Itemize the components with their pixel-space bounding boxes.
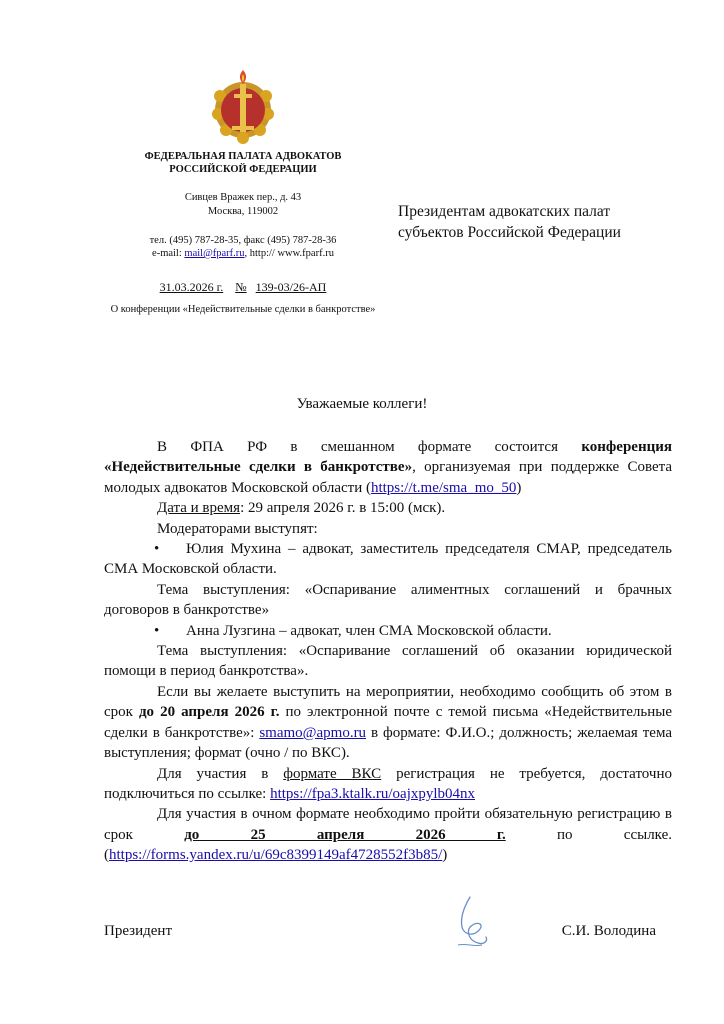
paragraph-moderators: Модераторами выступят: (157, 520, 318, 537)
datetime-value: : 29 апреля 2026 г. в 15:00 (мск). (240, 500, 446, 517)
deadline-2: до 25 апреля 2026 г. (184, 826, 506, 843)
list-item-moderator-2 (104, 621, 672, 641)
email-prefix: e-mail: (152, 248, 185, 259)
text: ) (442, 847, 448, 864)
registration-form-link[interactable]: https://forms.yandex.ru/u/69c8399149af4728552f3b85/ (109, 847, 443, 864)
email-web-line (88, 247, 398, 260)
emblem-logo (210, 66, 276, 146)
vks-format-text: формате ВКС (283, 765, 382, 782)
text: Для участия в (157, 765, 284, 782)
paragraph-speak-request (104, 682, 672, 764)
deadline-1: до 20 апреля 2026 г. (138, 704, 280, 721)
telegram-link[interactable]: https://t.me/sma_mo_50 (370, 479, 517, 496)
addressee-line1: Президентам адвокатских палат (398, 203, 611, 220)
org-name-line2: РОССИЙСКОЙ ФЕДЕРАЦИИ (169, 164, 317, 175)
registration-line (88, 280, 398, 295)
bullet-icon: • (154, 541, 160, 558)
moderator-1-text: Юлия Мухина – адвокат, заместитель председателя СМАР, председатель СМА Московской области. (104, 541, 672, 578)
moderator-2-text: Анна Лузгина – адвокат, член СМА Московской области. (186, 622, 552, 639)
text: , организуемая при поддержке Совета молодых адвокатов Московской области ( (104, 459, 673, 496)
phone-line: тел. (495) 787-28-35, факс (495) 787-28-36 (149, 235, 337, 246)
letter-body (104, 437, 672, 866)
paragraph-topic-1: Тема выступления: «Оспаривание алиментных соглашений и брачных договоров в банкротстве» (104, 581, 672, 619)
paragraph-vks (104, 764, 672, 805)
text: в формате: Ф.И.О.; должность; желаемая тема выступления; формат (очно / по ВКС). (104, 724, 672, 762)
signatory-position: Президент (104, 923, 172, 939)
text: Если вы желаете выступить на мероприятии, необходимо сообщить об этом в срок (104, 683, 672, 721)
text: В ФПА РФ в смешанном формате состоится (157, 439, 582, 455)
paragraph-in-person (104, 804, 672, 865)
web-text: , http:// www.fparf.ru (244, 248, 334, 259)
reg-number-sign: № (235, 280, 247, 294)
organization-name (88, 150, 398, 176)
org-email-link[interactable]: mail@fparf.ru (184, 248, 245, 259)
organization-address (88, 191, 398, 219)
sma-email-link[interactable]: smamo@apmo.ru (259, 724, 367, 741)
bold-text: конференция (581, 439, 672, 455)
paragraph-announcement (104, 437, 672, 498)
address-line2: Москва, 119002 (207, 206, 279, 217)
paragraph-datetime (104, 498, 672, 518)
text: регистрация не требуется, достаточно подключиться по ссылке: (104, 765, 672, 802)
text: Для участия в очном формате необходимо пройти обязательную регистрацию в срок (104, 806, 672, 843)
vks-link[interactable]: https://fpa3.ktalk.ru/oajxpylb04nx (270, 785, 476, 802)
addressee (398, 201, 698, 243)
reg-number: 139-03/26-АП (255, 280, 327, 294)
reg-date: 31.03.2026 г. (159, 280, 224, 294)
addressee-line2: субъектов Российской Федерации (398, 224, 621, 241)
greeting: Уважаемые коллеги! (296, 396, 428, 412)
handwritten-signature (440, 893, 500, 953)
organization-contacts (88, 234, 398, 260)
text: по электронной почте с темой письма «Недействительные сделки в банкротстве»: (104, 704, 672, 741)
bullet-icon: • (154, 622, 160, 639)
datetime-label: Дата и время (157, 500, 241, 517)
conference-title: «Недействительные сделки в банкротстве» (104, 459, 413, 476)
paragraph-topic-2: Тема выступления: «Оспаривание соглашений об оказании юридической помощи в период банкротства». (104, 643, 672, 680)
letter-subject: О конференции «Недействительные сделки в банкротстве» (110, 304, 376, 315)
text: по ссылке. ( (104, 826, 672, 864)
text: ) (516, 479, 522, 496)
org-name-line1: ФЕДЕРАЛЬНАЯ ПАЛАТА АДВОКАТОВ (144, 151, 342, 162)
list-item-moderator-1 (104, 539, 672, 580)
signatory-name: С.И. Володина (561, 923, 656, 939)
address-line1: Сивцев Вражек пер., д. 43 (184, 192, 302, 203)
